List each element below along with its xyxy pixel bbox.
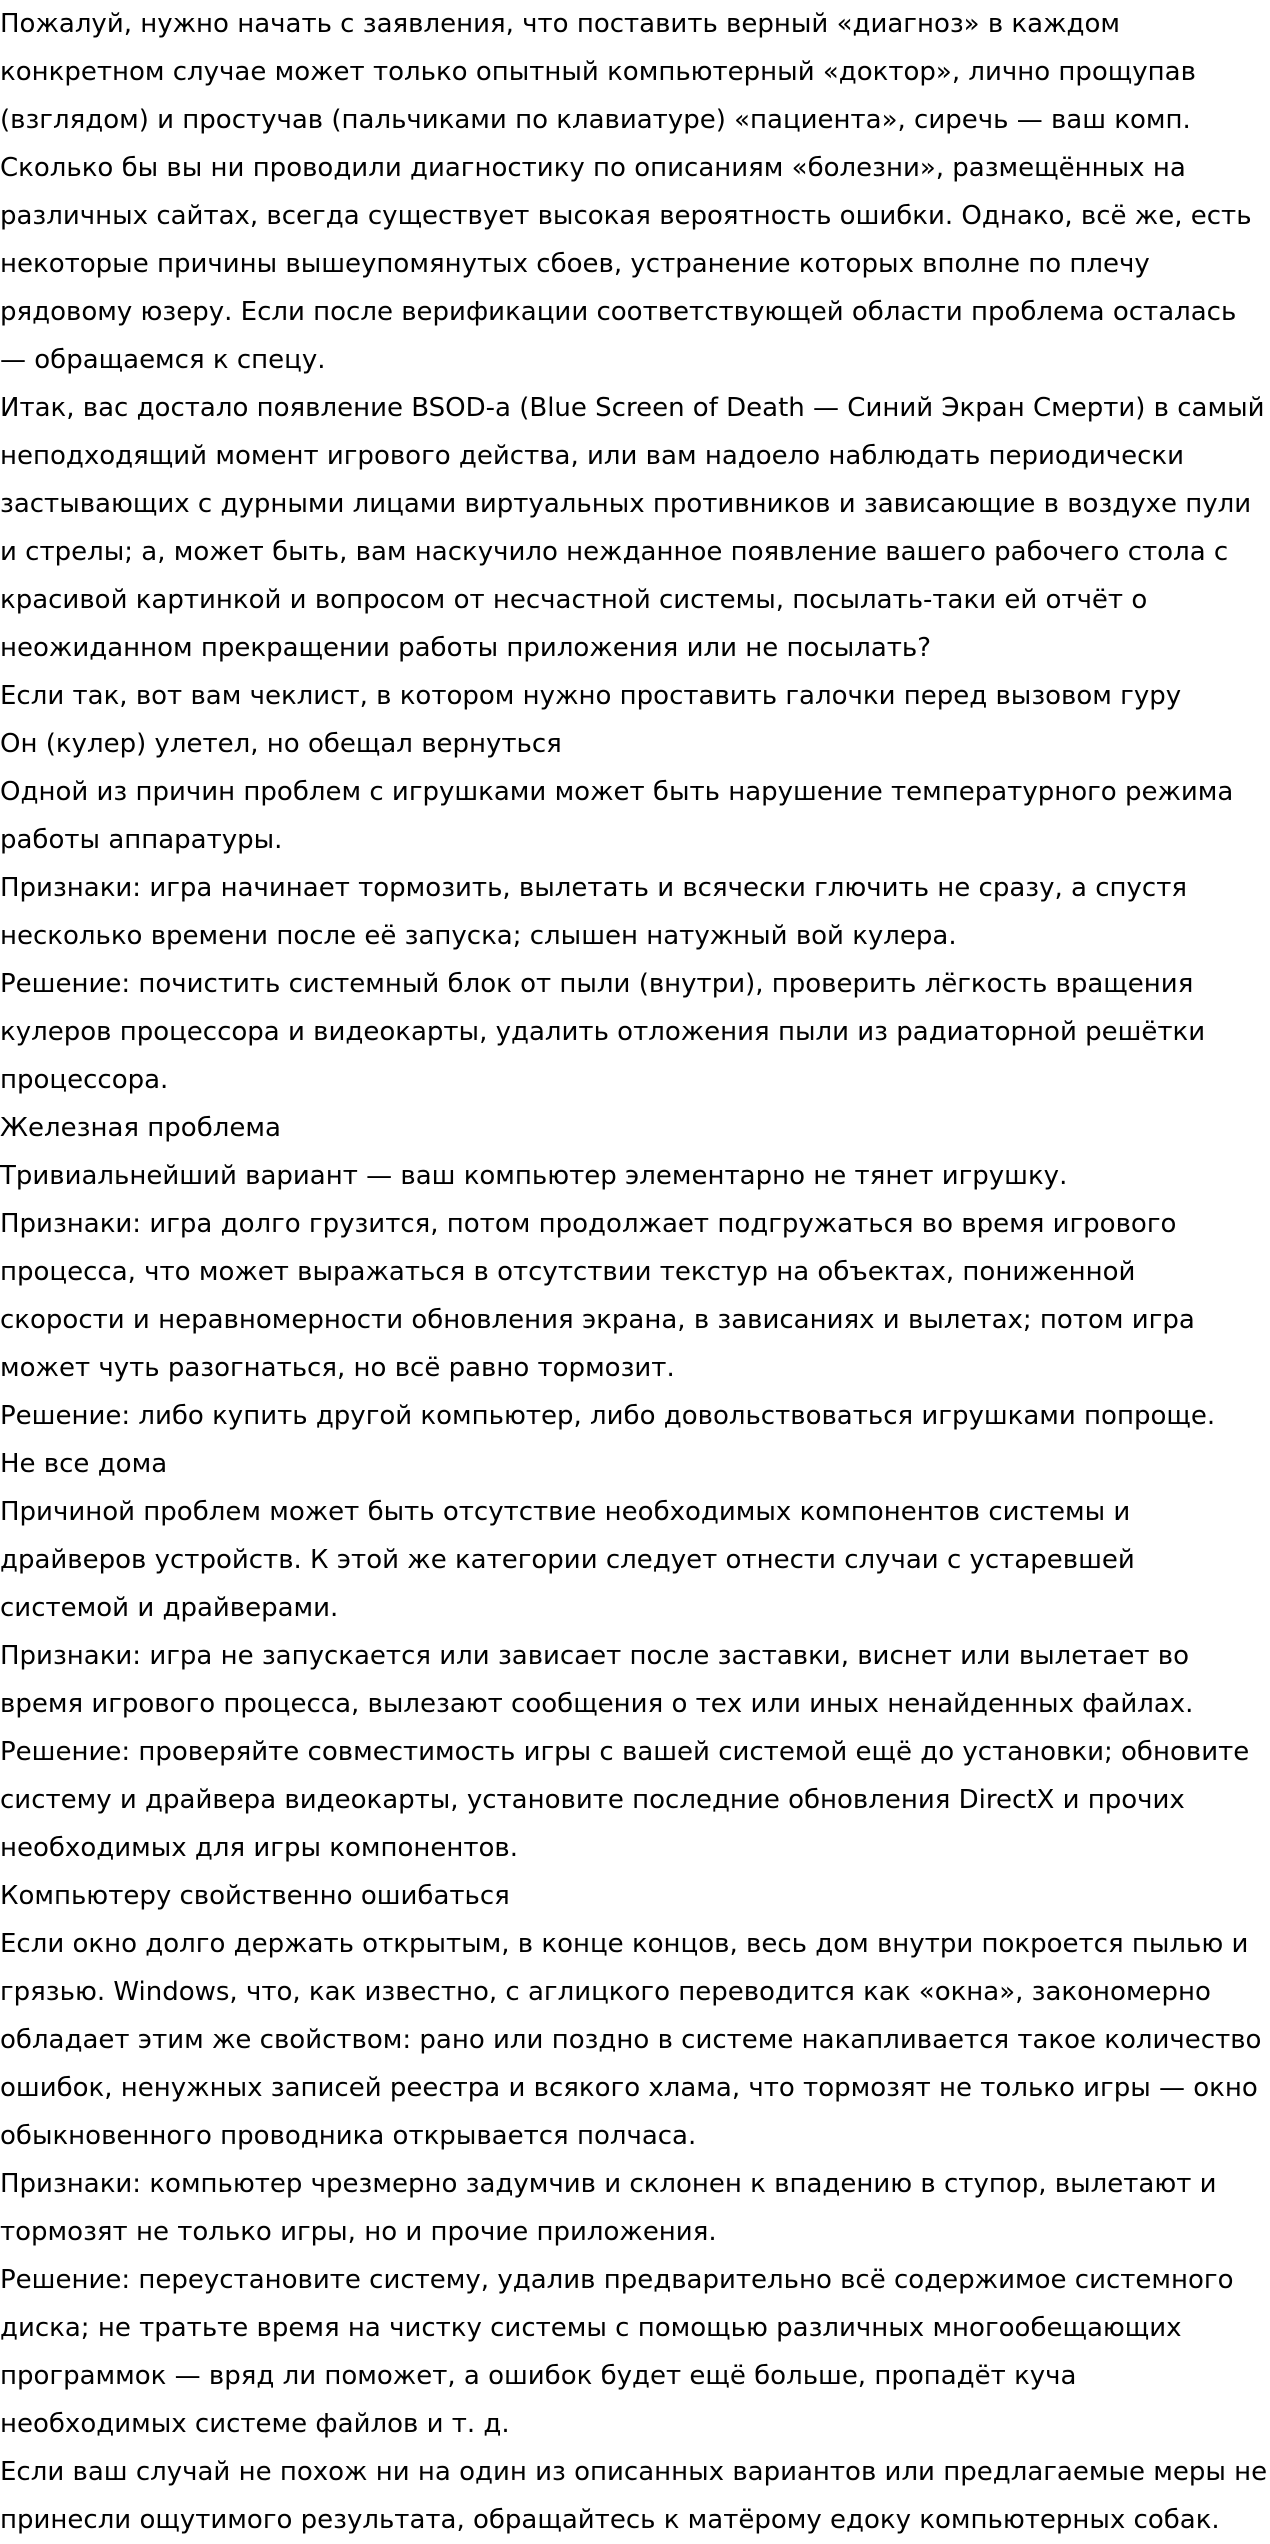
- section-heading-errors: Компьютеру свойственно ошибаться: [0, 1881, 510, 1911]
- components-solution-paragraph: Решение: проверяйте совместимость игры с вашей системой ещё до установки; обновите систему и драйвера видеокарты, установите последние обновления DirectX и прочих необходимых для игры компонентов.: [0, 1737, 1250, 1863]
- cooler-signs-paragraph: Признаки: игра начинает тормозить, вылетать и всячески глючить не сразу, а спустя несколько времени после её запуска; слышен натужный вой кулера.: [0, 873, 1187, 951]
- components-cause-paragraph: Причиной проблем может быть отсутствие необходимых компонентов системы и драйверов устройств. К этой же категории следует отнести случаи с устаревшей системой и драйверами.: [0, 1497, 1135, 1623]
- hardware-signs-paragraph: Признаки: игра долго грузится, потом продолжает подгружаться во время игрового процесса, что может выражаться в отсутствии текстур на объектах, пониженной скорости и неравномерности обновления экрана, в зависаниях и вылетах; потом игра может чуть разогнаться, но всё равно тормозит.: [0, 1209, 1195, 1383]
- section-heading-components: Не все дома: [0, 1449, 168, 1479]
- components-signs-paragraph: Признаки: игра не запускается или зависает после заставки, виснет или вылетает во время игрового процесса, вылезают сообщения о тех или иных ненайденных файлах.: [0, 1641, 1194, 1719]
- symptoms-paragraph: Итак, вас достало появление BSOD-а (Blue Screen of Death — Синий Экран Смерти) в самый неподходящий момент игрового действа, или вам надоело наблюдать периодически застывающих с дурными лицами виртуальных противников и зависающие в воздухе пули и стрелы; а, может быть, вам наскучило нежданное появление вашего рабочего стола с красивой картинкой и вопросом от несчастной системы, посылать-таки ей отчёт о неожиданном прекращении работы приложения или не посылать?: [0, 393, 1265, 663]
- checklist-paragraph: Если так, вот вам чеклист, в котором нужно проставить галочки перед вызовом гуру: [0, 681, 1182, 711]
- hardware-solution-paragraph: Решение: либо купить другой компьютер, либо довольствоваться игрушками попроще.: [0, 1401, 1216, 1431]
- hardware-cause-paragraph: Тривиальнейший вариант — ваш компьютер элементарно не тянет игрушку.: [0, 1161, 1068, 1191]
- errors-solution-paragraph: Решение: переустановите систему, удалив предварительно всё содержимое системного диска; не тратьте время на чистку системы с помощью различных многообещающих программок — вряд ли поможет, а ошибок будет ещё больше, пропадёт куча необходимых системе файлов и т. д.: [0, 2265, 1234, 2439]
- errors-signs-paragraph: Признаки: компьютер чрезмерно задумчив и склонен к впадению в ступор, вылетают и тормозят не только игры, но и прочие приложения.: [0, 2169, 1217, 2247]
- intro-paragraph: Пожалуй, нужно начать с заявления, что поставить верный «диагноз» в каждом конкретном случае может только опытный компьютерный «доктор», лично прощупав (взглядом) и простучав (пальчиками по клавиатуре) «пациента», сиречь — ваш комп.: [0, 9, 1196, 135]
- cooler-cause-paragraph: Одной из причин проблем с игрушками может быть нарушение температурного режима работы аппаратуры.: [0, 777, 1234, 855]
- section-heading-hardware: Железная проблема: [0, 1113, 281, 1143]
- cooler-solution-paragraph: Решение: почистить системный блок от пыли (внутри), проверить лёгкость вращения кулеров процессора и видеокарты, удалить отложения пыли из радиаторной решётки процессора.: [0, 969, 1206, 1095]
- errors-cause-paragraph: Если окно долго держать открытым, в конце концов, весь дом внутри покроется пылью и грязью. Windows, что, как известно, с аглицкого переводится как «окна», закономерно обладает этим же свойством: рано или поздно в системе накапливается такое количество ошибок, ненужных записей реестра и всякого хлама, что тормозят не только игры — окно обыкновенного проводника открывается полчаса.: [0, 1929, 1262, 2151]
- diagnosis-paragraph: Сколько бы вы ни проводили диагностику по описаниям «болезни», размещённых на различных сайтах, всегда существует высокая вероятность ошибки. Однако, всё же, есть некоторые причины вышеупомянутых сбоев, устранение которых вполне по плечу рядовому юзеру. Если после верификации соответствующей области проблема осталась — обращаемся к спецу.: [0, 153, 1252, 375]
- section-heading-cooler: Он (кулер) улетел, но обещал вернуться: [0, 729, 562, 759]
- conclusion-paragraph: Если ваш случай не похож ни на один из описанных вариантов или предлагаемые меры не принесли ощутимого результата, обращайтесь к матёрому едоку компьютерных собак.: [0, 2457, 1268, 2535]
